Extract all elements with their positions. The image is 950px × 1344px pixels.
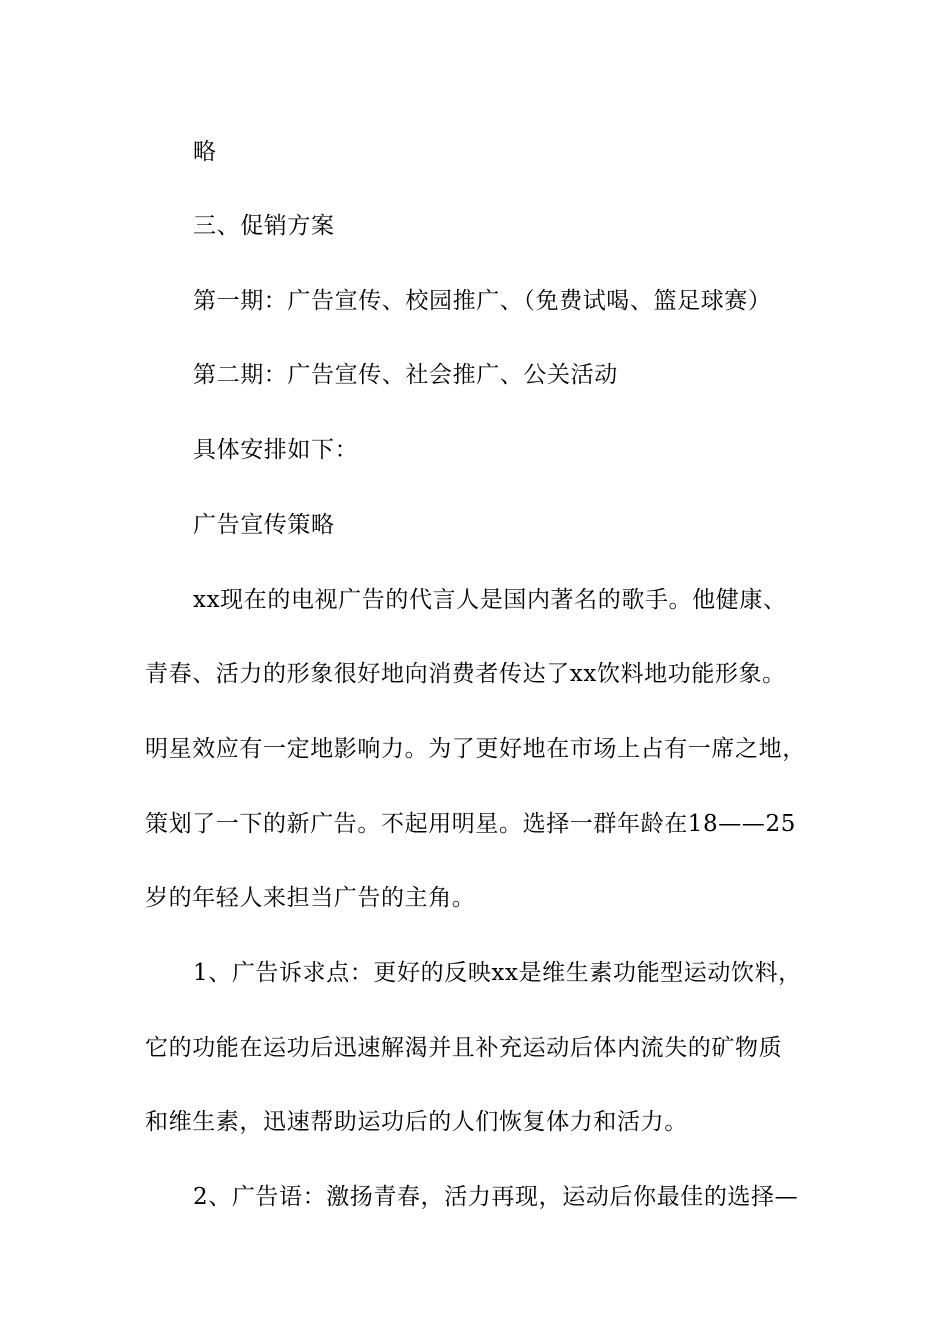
list-item-appeal-point: 1、广告诉求点：更好的反映xx是维生素功能型运动饮料， <box>193 960 802 986</box>
paragraph-line: 它的功能在运功后迅速解渴并且补充运动后体内流失的矿物质 <box>145 1035 783 1061</box>
section-heading-promotion-plan: 三、促销方案 <box>193 213 335 239</box>
text-line-strategy-tail: 略 <box>193 139 217 165</box>
paragraph-line: 明星效应有一定地影响力。为了更好地在市场上占有一席之地， <box>145 736 806 762</box>
paragraph-line: 和维生素，迅速帮助运功后的人们恢复体力和活力。 <box>145 1109 688 1135</box>
list-item-slogan: 2、广告语：激扬青春，活力再现，运动后你最佳的选择— <box>193 1184 799 1210</box>
subheading-ad-strategy: 广告宣传策略 <box>193 512 335 538</box>
paragraph-line: 青春、活力的形象很好地向消费者传达了xx饮料地功能形象。 <box>145 661 786 687</box>
paragraph-line: 岁的年轻人来担当广告的主角。 <box>145 885 476 911</box>
text-line-phase-one: 第一期：广告宣传、校园推广、（免费试喝、篮足球赛） <box>193 288 772 314</box>
text-line-phase-two: 第二期：广告宣传、社会推广、公关活动 <box>193 362 618 388</box>
paragraph-line: xx现在的电视广告的代言人是国内著名的歌手。他健康、 <box>193 587 787 613</box>
paragraph-line: 策划了一下的新广告。不起用明星。选择一群年龄在18——25 <box>145 811 796 837</box>
text-line-arrangement: 具体安排如下： <box>193 437 359 463</box>
